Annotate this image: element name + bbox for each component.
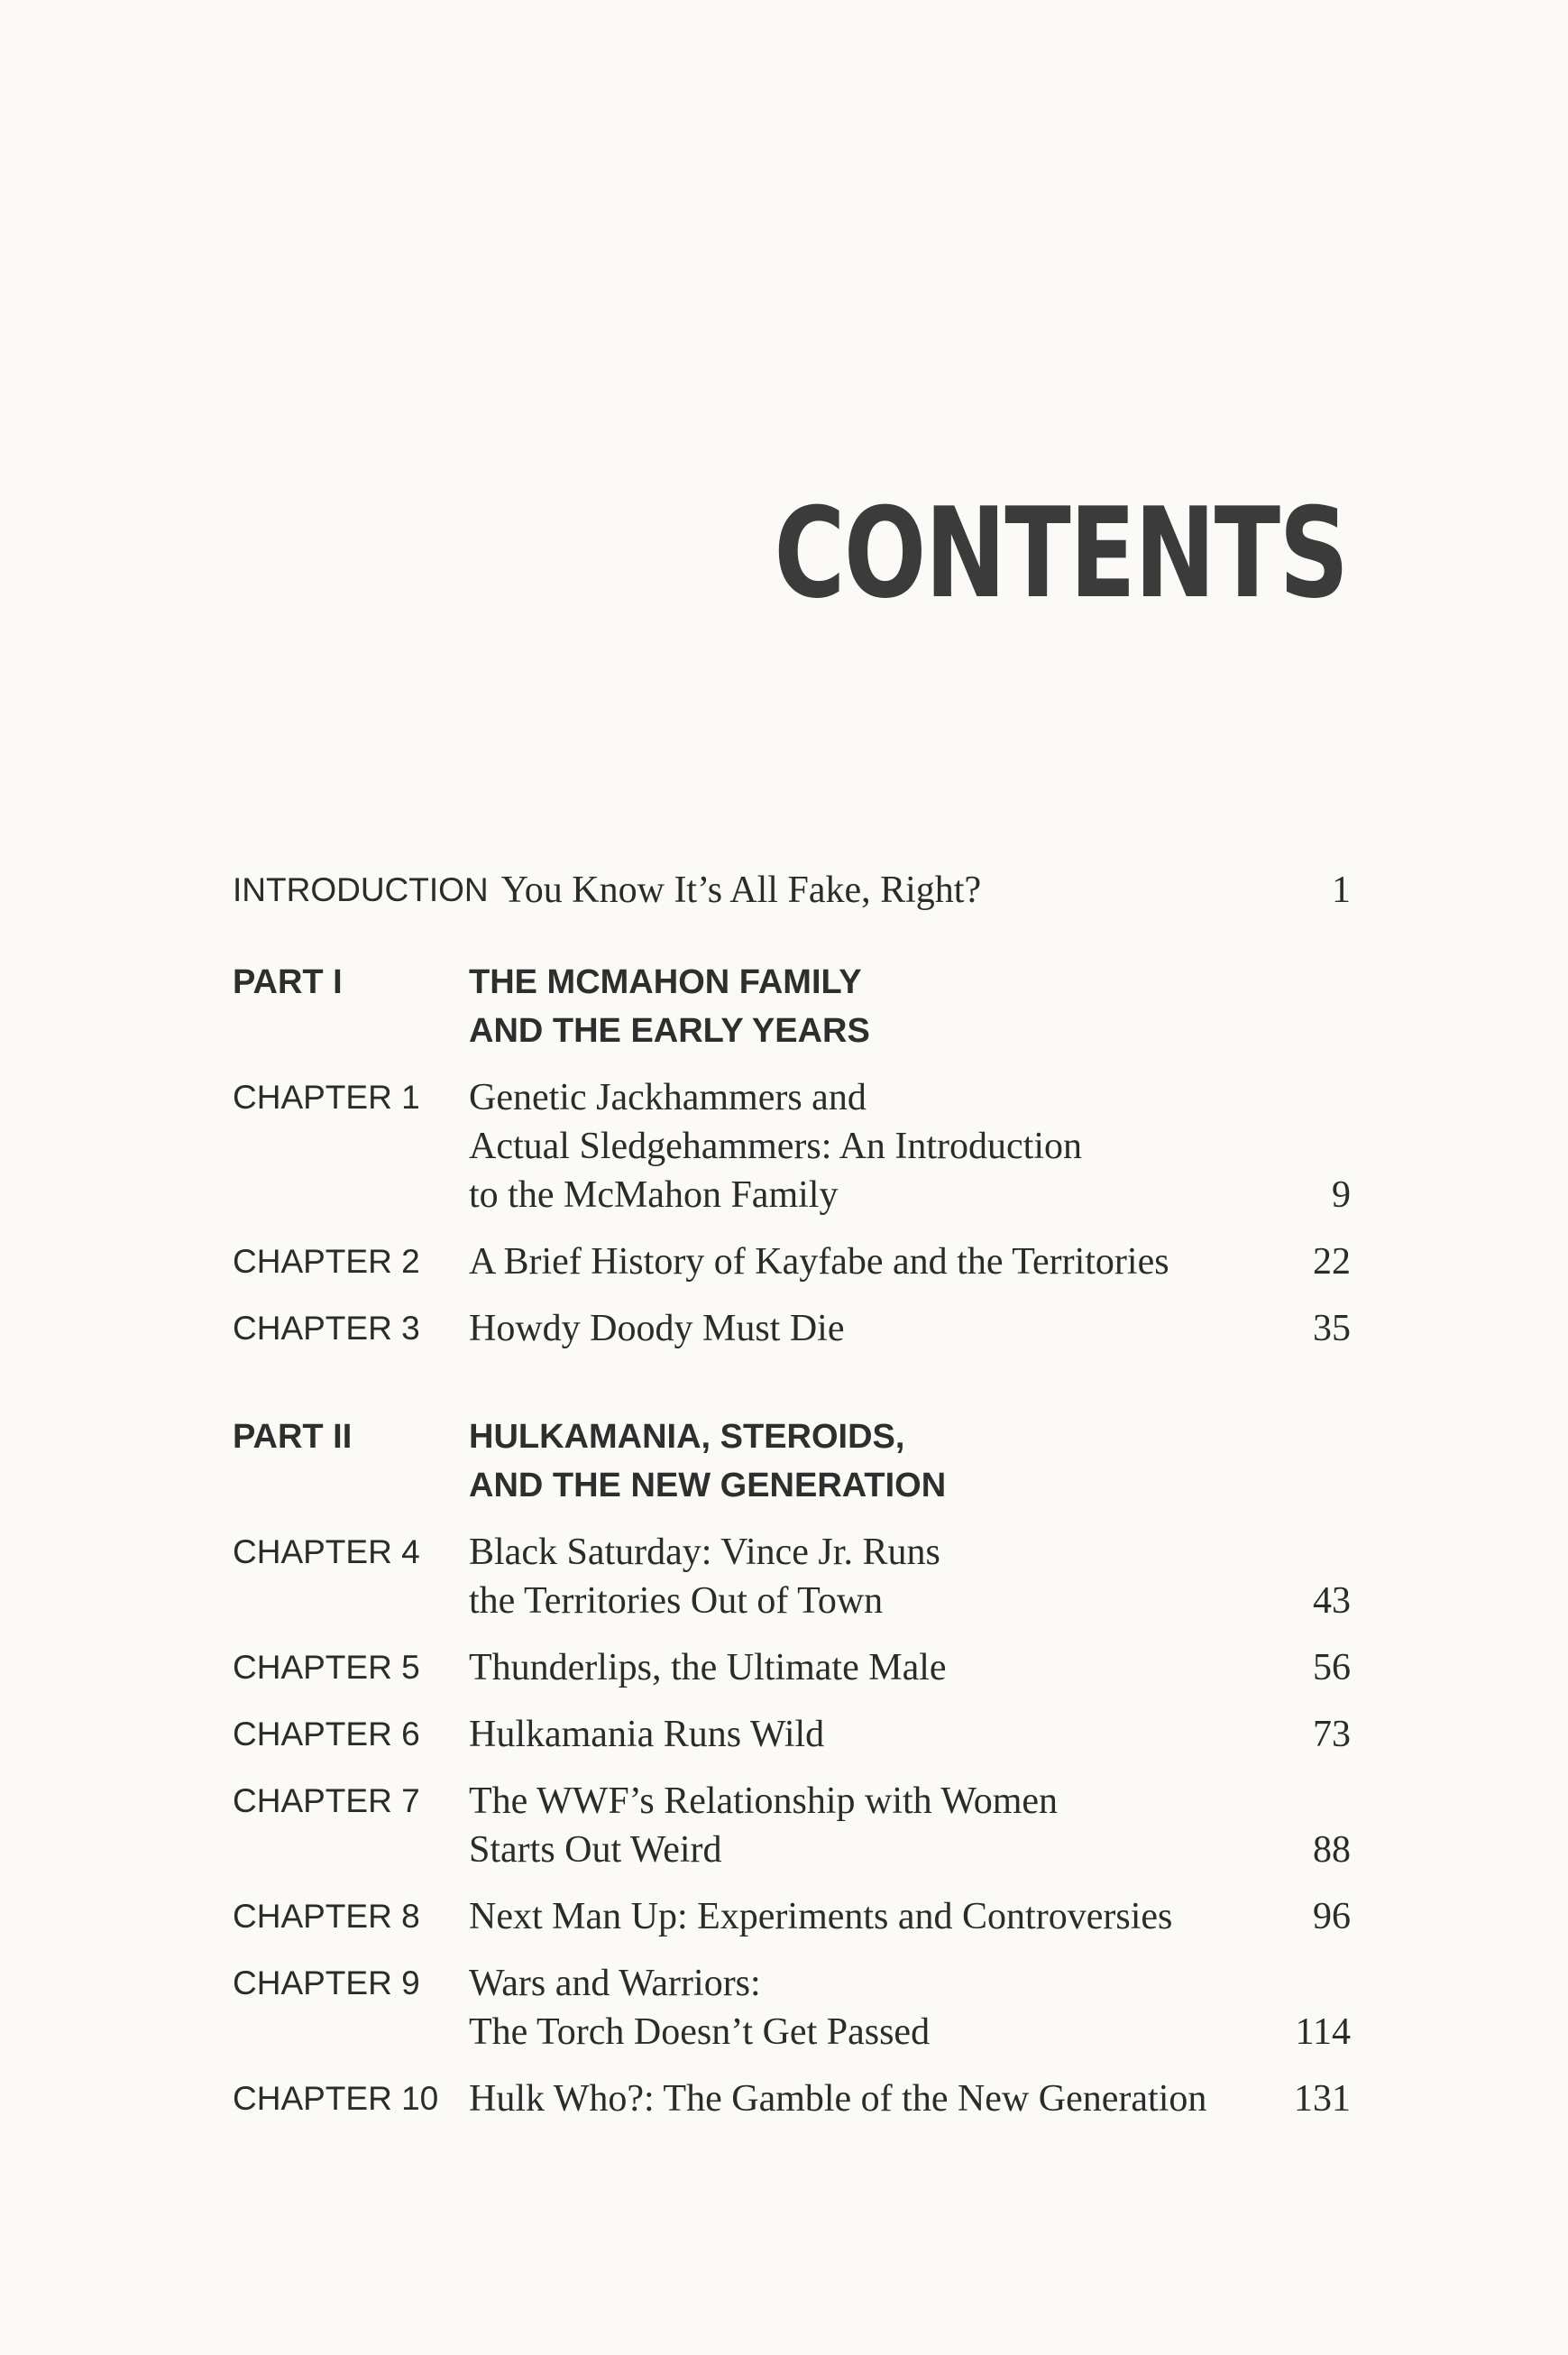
entry-title-line: You Know It’s All Fake, Right? <box>500 869 982 911</box>
part-title-line: AND THE EARLY YEARS <box>469 1012 870 1050</box>
entry-label: CHAPTER 10 <box>233 2080 439 2117</box>
toc-entry-chapter-3[interactable] <box>233 1304 1351 1353</box>
entry-label: CHAPTER 6 <box>233 1716 420 1752</box>
entry-title-line: Thunderlips, the Ultimate Male <box>469 1647 947 1688</box>
page-title: CONTENTS <box>774 481 1348 626</box>
entry-page-number: 35 <box>1313 1308 1351 1349</box>
toc-part-2[interactable] <box>233 1412 1351 1510</box>
entry-page-number: 1 <box>1332 869 1351 911</box>
table-of-contents <box>233 866 1351 2123</box>
entry-label: CHAPTER 9 <box>233 1964 420 2001</box>
toc-entry-chapter-4[interactable] <box>233 1528 1351 1625</box>
entry-page-number: 96 <box>1313 1896 1351 1937</box>
part-label: PART II <box>233 1418 353 1456</box>
entry-page-number: 43 <box>1313 1580 1351 1622</box>
entry-page-number: 56 <box>1313 1647 1351 1688</box>
entry-title <box>469 1959 1351 2056</box>
part-title-line: AND THE NEW GENERATION <box>469 1467 947 1504</box>
entry-label: CHAPTER 8 <box>233 1898 420 1935</box>
entry-label: CHAPTER 4 <box>233 1533 420 1570</box>
entry-page-number: 22 <box>1313 1241 1351 1283</box>
entry-title <box>501 866 1351 915</box>
entry-title <box>469 1643 1351 1692</box>
entry-title <box>469 1304 1351 1353</box>
entry-title-line: Genetic Jackhammers and <box>469 1077 867 1118</box>
toc-part-1[interactable] <box>233 958 1351 1055</box>
entry-label: CHAPTER 5 <box>233 1649 420 1686</box>
entry-page-number: 114 <box>1295 2011 1351 2053</box>
entry-title <box>469 1073 1351 1219</box>
part-title <box>469 958 1351 1055</box>
entry-title <box>469 1237 1351 1286</box>
entry-title-line: A Brief History of Kayfabe and the Territories <box>469 1241 1169 1283</box>
toc-entry-chapter-8[interactable] <box>233 1892 1351 1941</box>
entry-title-line: Actual Sledgehammers: An Introduction <box>469 1126 1083 1167</box>
entry-title-line: The WWF’s Relationship with Women <box>469 1780 1059 1822</box>
entry-title-line: Black Saturday: Vince Jr. Runs <box>469 1532 940 1573</box>
entry-title-line: Hulkamania Runs Wild <box>469 1714 825 1755</box>
toc-entry-chapter-1[interactable] <box>233 1073 1351 1219</box>
entry-title <box>469 1892 1351 1941</box>
entry-page-number: 88 <box>1313 1829 1351 1871</box>
entry-title-line: to the McMahon Family <box>469 1174 839 1216</box>
entry-label: CHAPTER 3 <box>233 1310 420 1347</box>
entry-title <box>469 1777 1351 1874</box>
toc-entry-chapter-2[interactable] <box>233 1237 1351 1286</box>
entry-label: INTRODUCTION <box>233 871 489 908</box>
entry-page-number: 9 <box>1332 1174 1351 1216</box>
entry-title <box>469 2074 1351 2123</box>
entry-title-line: Next Man Up: Experiments and Controversies <box>469 1896 1173 1937</box>
entry-title-line: Wars and Warriors: <box>469 1963 761 2004</box>
part-label: PART I <box>233 963 343 1001</box>
toc-entry-chapter-5[interactable] <box>233 1643 1351 1692</box>
part-title-line: THE MCMAHON FAMILY <box>469 963 862 1001</box>
entry-title-line: Starts Out Weird <box>469 1829 722 1871</box>
entry-title-line: The Torch Doesn’t Get Passed <box>469 2011 931 2053</box>
toc-entry-chapter-6[interactable] <box>233 1710 1351 1759</box>
entry-title <box>469 1710 1351 1759</box>
toc-entry-chapter-7[interactable] <box>233 1777 1351 1874</box>
toc-entry-chapter-9[interactable] <box>233 1959 1351 2056</box>
entry-title-line: Howdy Doody Must Die <box>469 1308 845 1349</box>
entry-page-number: 131 <box>1294 2078 1351 2120</box>
entry-label: CHAPTER 2 <box>233 1243 420 1280</box>
part-title-line: HULKAMANIA, STEROIDS, <box>469 1418 905 1456</box>
toc-entry-introduction[interactable] <box>233 866 1351 915</box>
part-title <box>469 1412 1351 1510</box>
entry-label: CHAPTER 7 <box>233 1782 420 1819</box>
entry-title <box>469 1528 1351 1625</box>
entry-title-line: the Territories Out of Town <box>469 1580 884 1622</box>
entry-title-line: Hulk Who?: The Gamble of the New Generation <box>469 2078 1207 2120</box>
entry-page-number: 73 <box>1313 1714 1351 1755</box>
toc-entry-chapter-10[interactable] <box>233 2074 1351 2123</box>
entry-label: CHAPTER 1 <box>233 1079 420 1116</box>
